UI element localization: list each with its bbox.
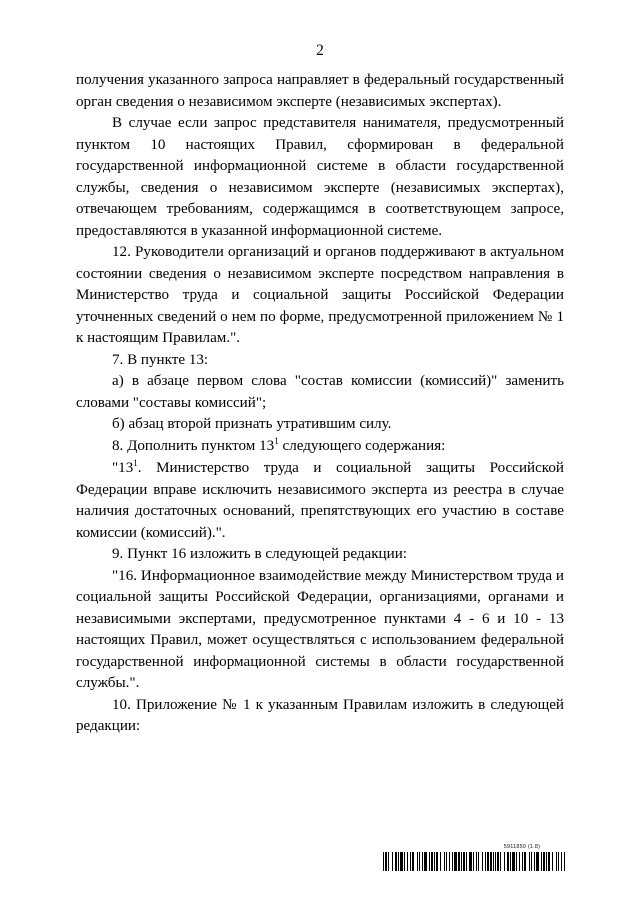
paragraph-8: [76, 458, 564, 544]
barcode-bar: [429, 852, 430, 871]
barcode-bar: [529, 852, 530, 871]
barcode-bar: [466, 852, 467, 871]
barcode-bar: [476, 852, 477, 871]
barcode-bar: [392, 852, 393, 871]
barcode-bar: [548, 852, 550, 871]
barcode-bar: [385, 852, 387, 871]
barcode-bar: [512, 852, 515, 871]
barcode-bar: [398, 852, 399, 871]
barcode-bar: [490, 852, 492, 871]
paragraph-6: б) абзац второй признать утратившим силу.: [112, 416, 392, 432]
barcode-bar: [564, 852, 565, 871]
barcode-bar: [410, 852, 411, 871]
page-number: 2: [316, 42, 324, 59]
barcode-bar: [383, 852, 384, 871]
barcode-bar: [543, 852, 545, 871]
barcode-bar: [541, 852, 542, 871]
barcode-bar: [388, 852, 389, 871]
barcode-bar: [485, 852, 486, 871]
barcode-bar: [424, 852, 427, 871]
barcode-bar: [522, 852, 523, 871]
superscript-1: 1: [133, 458, 138, 468]
paragraph-8-text-start: "13: [112, 460, 134, 476]
barcode-bar: [434, 852, 435, 871]
barcode-bar: [519, 852, 520, 871]
barcode-bar: [478, 852, 479, 871]
barcode-bar: [404, 852, 405, 871]
barcode-bar: [510, 852, 511, 871]
barcode-bar: [440, 852, 441, 871]
paragraph-7: [76, 436, 564, 458]
paragraph-2: В случае если запрос представителя нанимателя, предусмотренный пунктом 10 настоящих Правил, сформирован в федеральной государственной информационной системе в области государственной службы, сведения о независимом эксперте (независимых экспертах), отвечающем требованиям, содержащимся в соответствующем запросе, предоставляются в указанной информационной системе.: [76, 115, 564, 239]
barcode-bar: [444, 852, 445, 871]
barcode-bar: [473, 852, 474, 871]
barcode-bar: [504, 852, 505, 871]
barcode-bar: [461, 852, 462, 871]
barcode-bar: [400, 852, 403, 871]
barcode-bar: [412, 852, 414, 871]
barcode-bar: [558, 852, 559, 871]
barcode-bar: [422, 852, 423, 871]
barcode-bar: [436, 852, 438, 871]
barcode-bar: [552, 852, 553, 871]
paragraph-9: 9. Пункт 16 изложить в следующей редакции:: [112, 546, 407, 562]
paragraph-5: а) в абзаце первом слова "состав комиссии (комиссий)" заменить словами "составы комиссий";: [76, 373, 564, 411]
barcode: [383, 852, 566, 871]
document-id: 5911850 (1.8): [503, 844, 541, 850]
barcode-bar: [497, 852, 499, 871]
barcode-bar: [395, 852, 397, 871]
barcode-bar: [500, 852, 501, 871]
barcode-bar: [454, 852, 457, 871]
paragraph-7-text-end: следующего содержания:: [278, 437, 446, 454]
document-body: [76, 70, 564, 738]
barcode-bar: [524, 852, 526, 871]
barcode-bar: [507, 852, 509, 871]
barcode-bar: [531, 852, 532, 871]
superscript-1: 1: [274, 435, 279, 446]
barcode-bar: [493, 852, 494, 871]
barcode-bar: [556, 852, 557, 871]
barcode-bar: [449, 852, 450, 871]
barcode-bar: [561, 852, 562, 871]
barcode-bar: [431, 852, 433, 871]
barcode-bar: [495, 852, 496, 871]
paragraph-11: 10. Приложение № 1 к указанным Правилам изложить в следующей редакции:: [76, 696, 564, 734]
paragraph-1: получения указанного запроса направляет в федеральный государственный орган сведения о независимом эксперте (независимых экспертах).: [76, 72, 564, 110]
barcode-bar: [419, 852, 420, 871]
paragraph-3: 12. Руководители организаций и органов поддерживают в актуальном состоянии сведения о независимом эксперте посредством направления в Министерство труда и социальной защиты Российской Федерации уточненных сведений о нем по форме, предусмотренной приложением № 1 к настоящим Правилам.".: [76, 244, 564, 346]
barcode-bar: [417, 852, 418, 871]
paragraph-7-text-start: 8. Дополнить пунктом 13: [112, 437, 275, 454]
barcode-bar: [458, 852, 460, 871]
barcode-bar: [446, 852, 447, 871]
barcode-bar: [463, 852, 465, 871]
barcode-bar: [452, 852, 453, 871]
barcode-bar: [469, 852, 472, 871]
paragraph-8-text-end: . Министерство труда и социальной защиты Российской Федерации вправе исключить независимого эксперта из реестра в случае наличия достаточных оснований, препятствующих его участию в составе комиссии (комиссий).".: [76, 460, 564, 541]
barcode-bar: [536, 852, 539, 871]
barcode-bar: [407, 852, 408, 871]
barcode-bar: [534, 852, 535, 871]
barcode-bar: [487, 852, 489, 871]
barcode-bar: [482, 852, 483, 871]
barcode-bar: [546, 852, 547, 871]
paragraph-10: "16. Информационное взаимодействие между Министерством труда и социальной защиты Российской Федерации, организациями, органами и независимыми экспертами, предусмотренное пунктами 4 - 6 и 10 - 13 настоящих Правил, может осуществляться с использованием федеральной государственной информационной системы в области государственной службы.".: [76, 567, 564, 691]
barcode-bar: [516, 852, 517, 871]
paragraph-4: 7. В пункте 13:: [112, 351, 209, 368]
